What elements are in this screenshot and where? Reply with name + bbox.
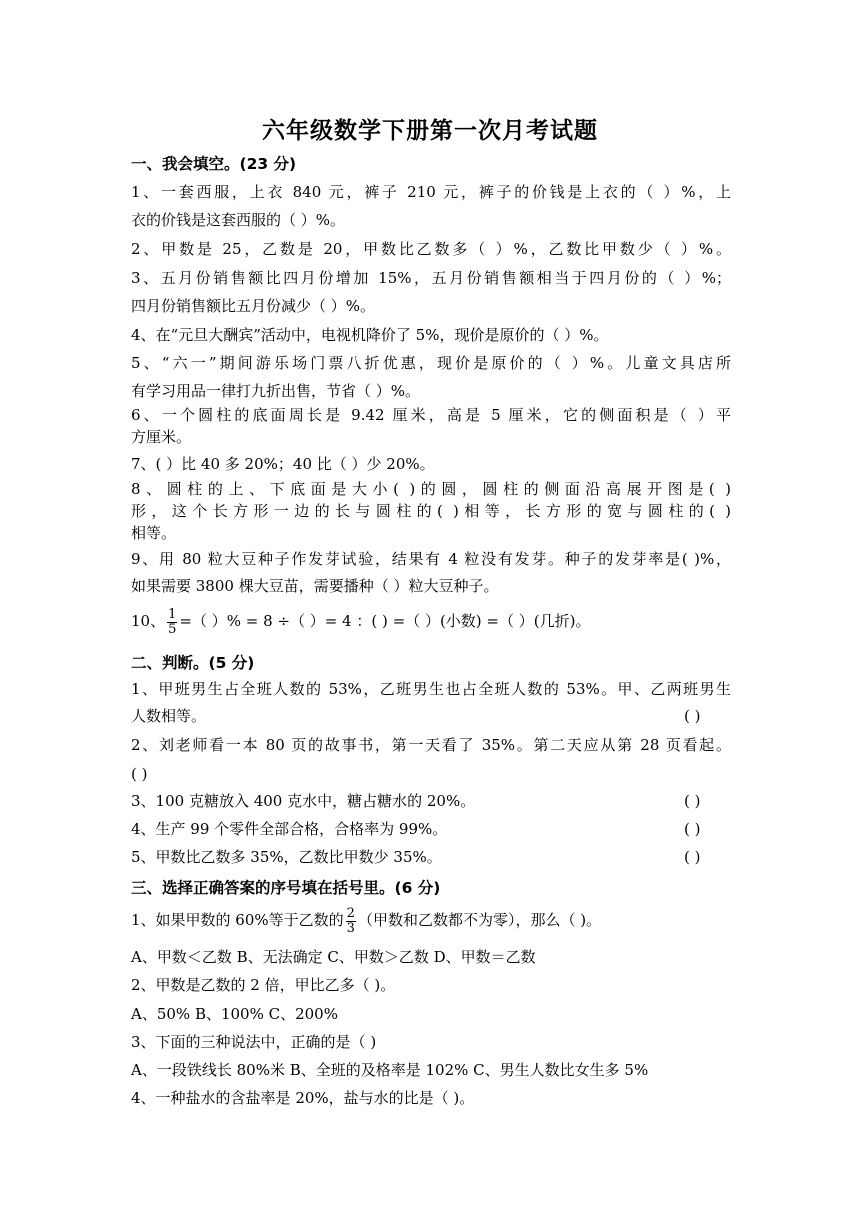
page-title: 六年级数学下册第一次月考试题 [262,118,598,144]
question-line: 相等。 [131,524,177,542]
question-10-body: =（ ）% = 8 ÷（ ）= 4 ：( ) =（ ）(小数) =（ ）(几折)。 [179,612,591,630]
answer-bracket: ( ) [684,707,701,725]
choice-question: 2、甲数是乙数的 2 倍，甲比乙多（ )。 [131,976,396,994]
question-10-prefix: 10、 [131,612,166,630]
choice-question: 4、一种盐水的含盐率是 20%，盐与水的比是（ )。 [131,1089,475,1107]
answer-bracket: ( ) [684,848,701,866]
answer-bracket: ( ) [684,820,701,838]
choice-q1-prefix: 1、如果甲数的 60%等于乙数的 [131,911,344,929]
question-line: 衣的价钱是这套西服的（ ）%。 [131,211,346,229]
fraction-denominator: 3 [346,920,355,936]
fraction-two-thirds [346,907,356,936]
choice-options: A、甲数＜乙数 B、无法确定 C、甲数＞乙数 D、甲数＝乙数 [131,948,536,966]
question-line: 形，这个长方形一边的长与圆柱的( )相等，长方形的宽与圆柱的( ) [131,502,731,520]
question-line: 1、一套西服，上衣 840 元，裤子 210 元，裤子的价钱是上衣的（ ）%，上 [131,183,731,201]
question-10 [131,604,731,638]
question-line: 如果需要 3800 棵大豆苗，需要播种（ ）粒大豆种子。 [131,577,499,595]
choice-question: 3、下面的三种说法中，正确的是（ ) [131,1033,377,1051]
question-line: 7、( ）比 40 多 20%；40 比（ ）少 20%。 [131,455,435,473]
choice-options: A、一段铁线长 80%米 B、全班的及格率是 102% C、男生人数比女生多 5% [131,1061,649,1079]
judge-line: 1、甲班男生占全班人数的 53%，乙班男生也占全班人数的 53%。甲、乙两班男生 [131,680,731,698]
fraction-one-fifth [167,608,177,637]
fraction-denominator: 5 [168,621,177,637]
question-line: 方厘米。 [131,428,192,446]
question-line: 5、“六一”期间游乐场门票八折优惠，现价是原价的（ ）%。儿童文具店所 [131,354,731,372]
fraction-numerator: 2 [346,905,355,921]
question-line: 9、用 80 粒大豆种子作发芽试验，结果有 4 粒没有发芽。种子的发芽率是( )%， [131,550,731,568]
judge-line: 5、甲数比乙数多 35%，乙数比甲数少 35%。 [131,848,442,866]
answer-bracket: ( ) [684,792,701,810]
question-line: 4、在“元旦大酬宾”活动中，电视机降价了 5%，现价是原价的（ ）%。 [131,326,609,344]
choice-q1-body: （甲数和乙数都不为零），那么（ )。 [357,911,602,929]
question-line: 四月份销售额比五月份减少（ ）%。 [131,297,376,315]
question-line: 6、一个圆柱的底面周长是 9.42 厘米，高是 5 厘米，它的侧面积是（ ）平 [131,406,731,424]
question-line: 2、甲数是 25，乙数是 20，甲数比乙数多（ ）%，乙数比甲数少（ ）%。 [131,240,731,258]
section-2-heading: 二、判断。(5 分) [131,654,255,672]
fraction-numerator: 1 [168,606,177,622]
section-1-heading: 一、我会填空。(23 分) [131,155,297,173]
choice-options: A、50% B、100% C、200% [131,1005,338,1023]
judge-line: 人数相等。 [131,707,207,725]
question-line: 有学习用品一律打九折出售，节省（ ）%。 [131,382,421,400]
judge-line: 4、生产 99 个零件全部合格，合格率为 99%。 [131,820,448,838]
question-line: 3、五月份销售额比四月份增加 15%，五月份销售额相当于四月份的（ ）%； [131,269,731,287]
judge-line: ( ) [131,765,148,783]
choice-question-1 [131,900,731,940]
judge-line: 2、刘老师看一本 80 页的故事书，第一天看了 35%。第二天应从第 28 页看起。 [131,736,731,754]
judge-line: 3、100 克糖放入 400 克水中，糖占糖水的 20%。 [131,792,476,810]
section-3-heading: 三、选择正确答案的序号填在括号里。(6 分) [131,879,441,897]
question-line: 8、圆柱的上、下底面是大小( )的圆，圆柱的侧面沿高展开图是( ) [131,480,731,498]
